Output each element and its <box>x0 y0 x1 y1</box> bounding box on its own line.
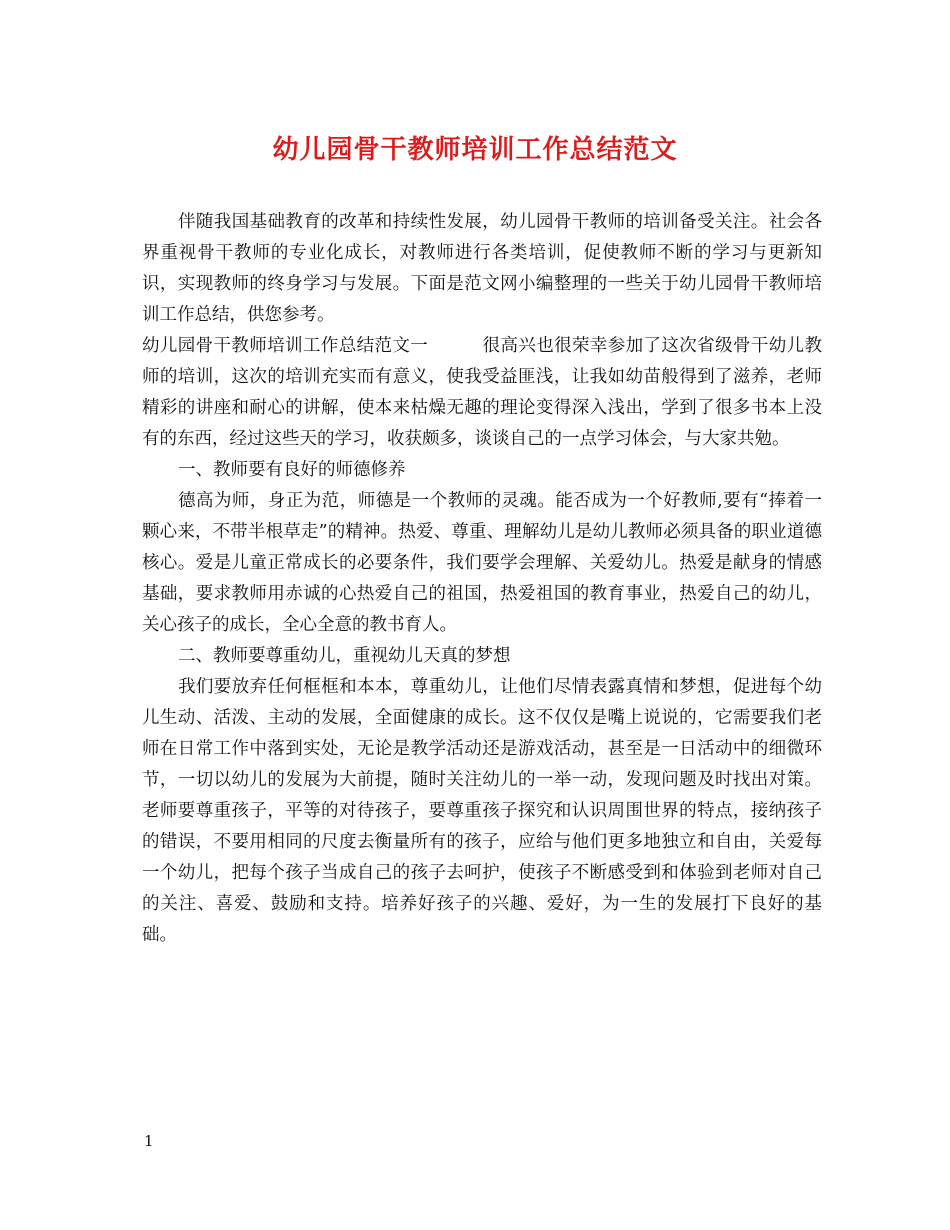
section-one-label: 幼儿园骨干教师培训工作总结范文一 <box>142 336 429 356</box>
heading-two: 二、教师要尊重幼儿，重视幼儿天真的梦想 <box>178 646 511 666</box>
intro-paragraph: 伴随我国基础教育的改革和持续性发展，幼儿园骨干教师的培训备受关注。社会各界重视骨干教师的专业化成长，对教师进行各类培训，促使教师不断的学习与更新知识，实现教师的终身学习与发展。下面是范文网小编整理的一些关于幼儿园骨干教师培训工作总结，供您参考。 <box>142 212 822 325</box>
section-one-paragraph <box>142 331 822 455</box>
document-title: 幼儿园骨干教师培训工作总结范文 <box>272 135 678 165</box>
heading-one: 一、教师要有良好的师德修养 <box>178 460 406 480</box>
page-number: 1 <box>144 1132 154 1150</box>
document-body <box>142 207 822 951</box>
section-one-text: 很高兴也很荣幸参加了这次省级骨干幼儿教师的培训，这次的培训充实而有意义，使我受益匪浅，让我如幼苗般得到了滋养，老师精彩的讲座和耐心的讲解，使本来枯燥无趣的理论变得深入浅出，学到了很多书本上没有的东西，经过这些天的学习，收获颇多，谈谈自己的一点学习体会，与大家共勉。 <box>142 336 822 449</box>
paragraph-two: 我们要放弃任何框框和本本，尊重幼儿，让他们尽情表露真情和梦想，促进每个幼儿生动、活泼、主动的发展，全面健康的成长。这不仅仅是嘴上说说的，它需要我们老师在日常工作中落到实处，无论是教学活动还是游戏活动，甚至是一日活动中的细微环节，一切以幼儿的发展为大前提，随时关注幼儿的一举一动，发现问题及时找出对策。老师要尊重孩子，平等的对待孩子，要尊重孩子探究和认识周围世界的特点，接纳孩子的错误，不要用相同的尺度去衡量所有的孩子，应给与他们更多地独立和自由，关爱每一个幼儿，把每个孩子当成自己的孩子去呵护，使孩子不断感受到和体验到老师对自己的关注、喜爱、鼓励和支持。培养好孩子的兴趣、爱好，为一生的发展打下良好的基础。 <box>142 677 822 945</box>
paragraph-one: 德高为师，身正为范，师德是一个教师的灵魂。能否成为一个好教师,要有“捧着一颗心来，不带半根草走”的精神。热爱、尊重、理解幼儿是幼儿教师必须具备的职业道德核心。爱是儿童正常成长的必要条件，我们要学会理解、关爱幼儿。热爱是献身的情感基础，要求教师用赤诚的心热爱自己的祖国，热爱祖国的教育事业，热爱自己的幼儿，关心孩子的成长，全心全意的教书育人。 <box>142 491 822 635</box>
